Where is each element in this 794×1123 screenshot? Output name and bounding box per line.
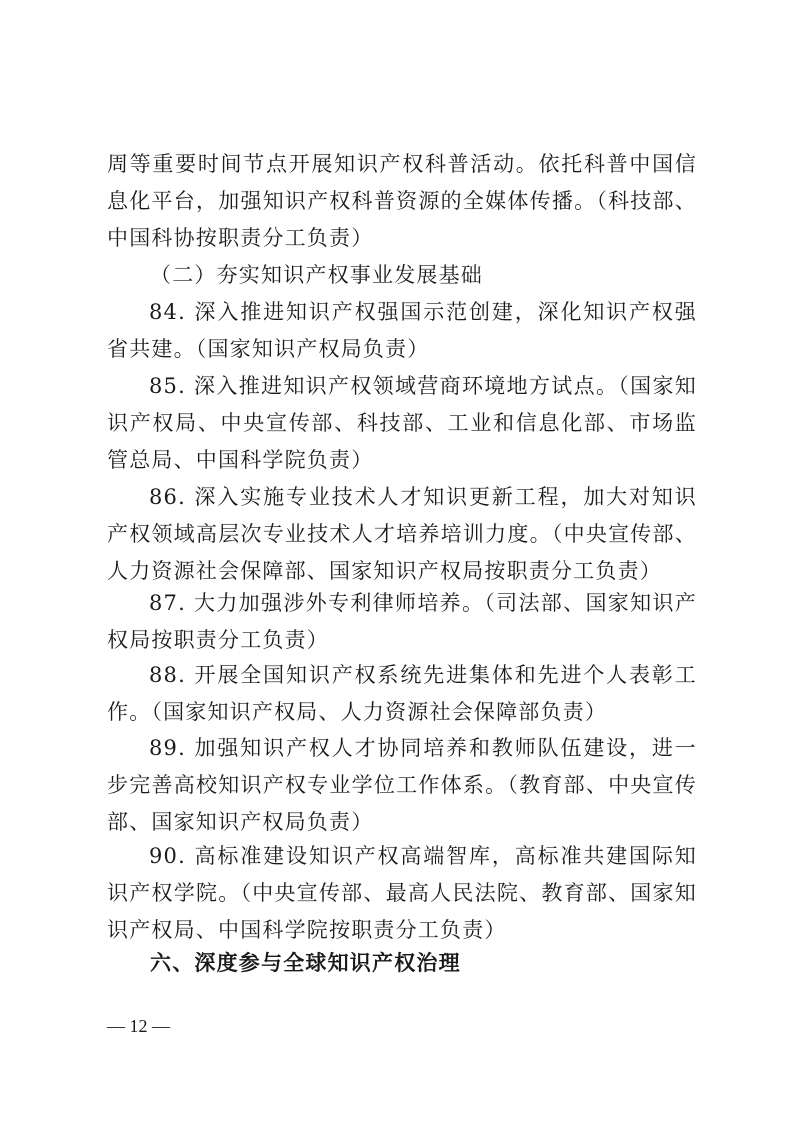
item-number: 87.	[149, 591, 186, 615]
list-item-89	[107, 730, 697, 841]
list-item-86	[107, 479, 697, 590]
item-number: 86.	[149, 485, 186, 509]
list-item-85	[107, 368, 697, 479]
subsection-title: （二）夯实知识产权事业发展基础	[150, 263, 483, 287]
list-item-87	[107, 585, 697, 659]
item-text: 高标准建设知识产权高端智库，高标准共建国际知识产权学院。（中央宣传部、最高人民法院、教育部、国家知识产权局、中国科学院按职责分工负责）	[107, 844, 697, 942]
list-item-84	[107, 294, 697, 368]
list-item-90	[107, 838, 697, 949]
item-text: 加强知识产权人才协同培养和教师队伍建设，进一步完善高校知识产权专业学位工作体系。（教育部、中央宣传部、国家知识产权局负责）	[107, 736, 697, 834]
page-number: — 12 —	[107, 1016, 170, 1036]
item-number: 84.	[149, 300, 186, 324]
continuation-paragraph: 周等重要时间节点开展知识产权科普活动。依托科普中国信息化平台，加强知识产权科普资源的全媒体传播。（科技部、中国科协按职责分工负责）	[107, 152, 697, 250]
item-number: 89.	[149, 736, 186, 760]
list-item-88	[107, 657, 697, 731]
section-heading: 六、深度参与全球知识产权治理	[150, 951, 461, 975]
item-number: 85.	[149, 374, 186, 398]
item-number: 90.	[149, 844, 186, 868]
item-text: 开展全国知识产权系统先进集体和先进个人表彰工作。（国家知识产权局、人力资源社会保障部负责）	[107, 663, 697, 724]
item-text: 深入推进知识产权强国示范创建，深化知识产权强省共建。（国家知识产权局负责）	[107, 300, 697, 361]
item-text: 深入推进知识产权领域营商环境地方试点。（国家知识产权局、中央宣传部、科技部、工业和信息化部、市场监管总局、中国科学院负责）	[107, 374, 697, 472]
item-text: 大力加强涉外专利律师培养。（司法部、国家知识产权局按职责分工负责）	[107, 591, 697, 652]
item-text: 深入实施专业技术人才知识更新工程，加大对知识产权领域高层次专业技术人才培养培训力度。（中央宣传部、人力资源社会保障部、国家知识产权局按职责分工负责）	[107, 485, 697, 583]
item-number: 88.	[149, 663, 186, 687]
